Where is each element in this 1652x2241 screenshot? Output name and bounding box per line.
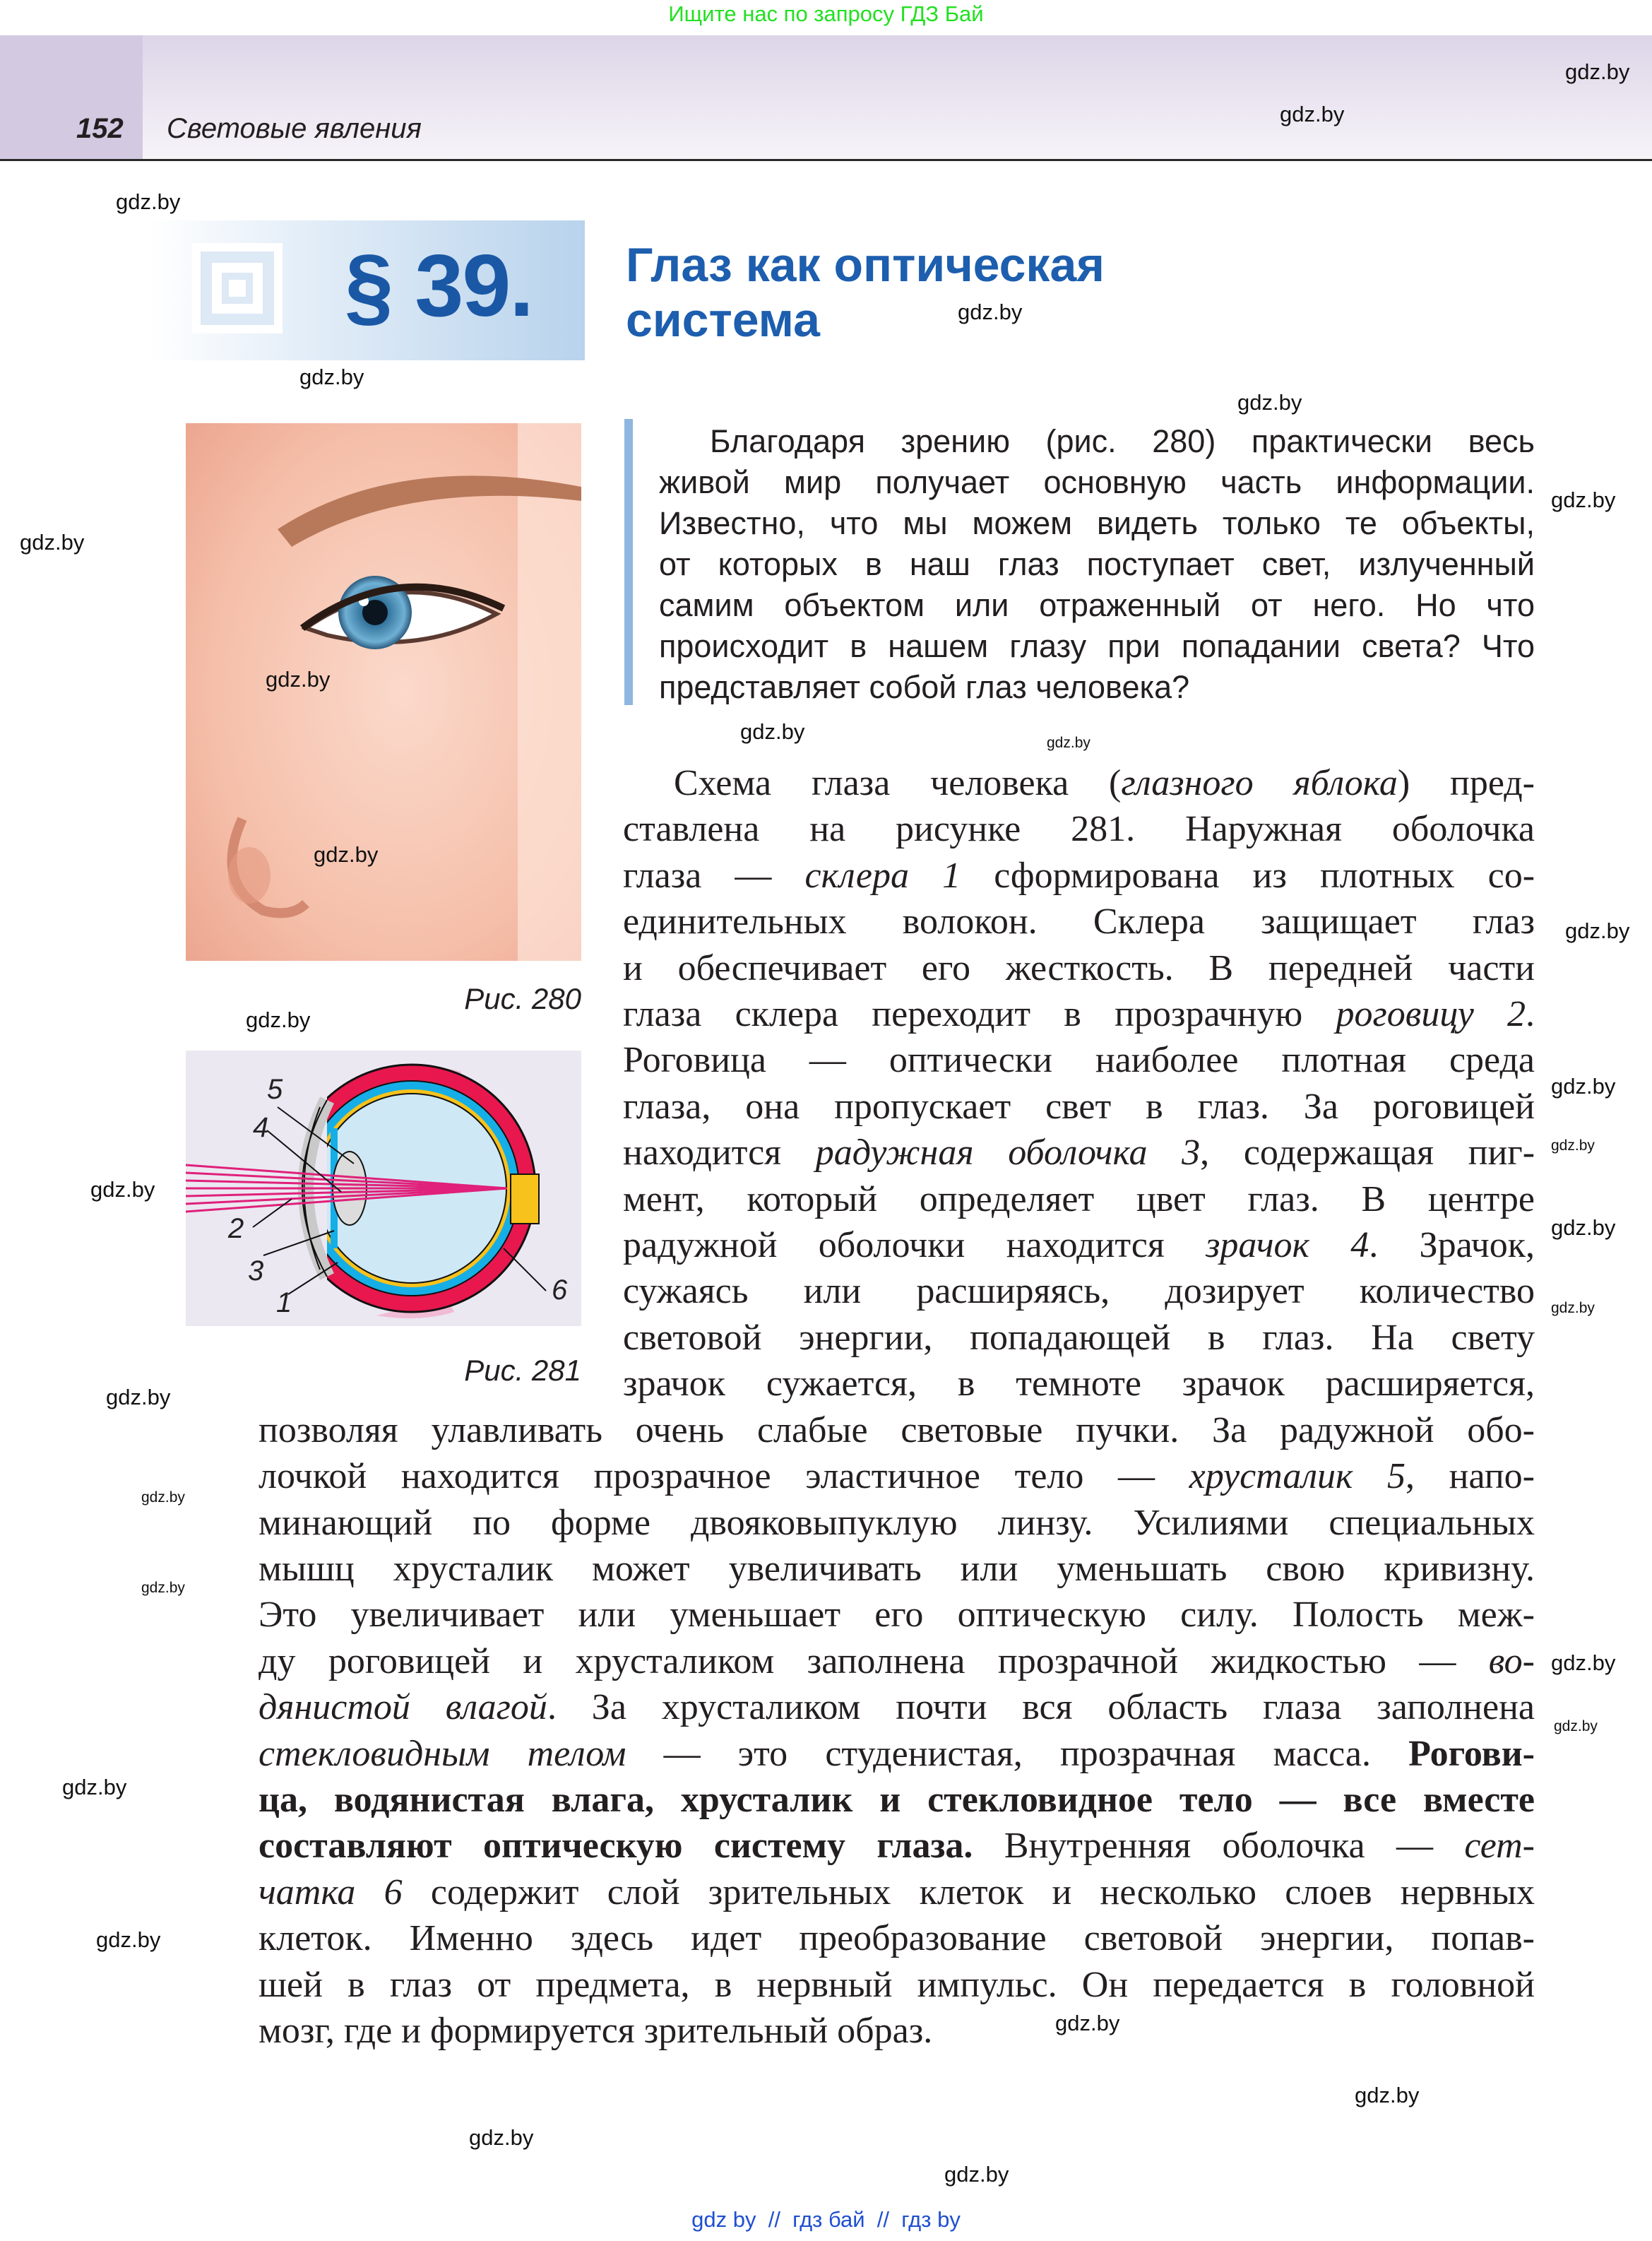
term-italic: во- [1488,1640,1535,1681]
body-text-segment: глаза, она пропускает свет в глаз. За роговицей [623,1086,1535,1127]
body-line [623,1084,1535,1130]
watermark: gdz.by [944,2162,1009,2187]
term-italic: стекловидным телом [259,1733,626,1774]
body-line [623,1268,1535,1314]
watermark: gdz.by [62,1775,127,1799]
intro-line: происходит в нашем глазу при попадании света? Что [659,628,1535,664]
body-line [623,991,1535,1037]
body-text-segment: ду роговицей и хрусталиком заполнена прозрачной жидкостью — [259,1640,1489,1681]
diagram-label-3: 3 [248,1255,264,1287]
body-text-segment: ставлена на рисунке 281. Наружная оболочка [623,809,1535,850]
body-text-segment: содержит слой зрительных клеток и несколько слоев нервных [402,1872,1535,1912]
body-text-segment: , содержащая пиг- [1200,1133,1535,1173]
body-text-segment: позволяя улавливать очень слабые световые пучки. За радужной обо- [259,1409,1535,1450]
chapter-title: Световые явления [167,113,422,144]
body-line [259,1546,1535,1592]
body-text-segment: сформирована из плотных со- [961,855,1535,896]
term-italic: зрачок 4 [1206,1225,1369,1266]
intro-line: самим объектом или отраженный от него. Но что [659,587,1535,623]
body-text-segment: зрачок сужается, в темноте зрачок расширяется, [623,1364,1535,1405]
body-line [623,899,1535,945]
page-number: 152 [76,113,124,144]
body-text-segment: и обеспечивает его жесткость. В передней части [623,947,1535,988]
watermark: gdz.by [1565,918,1630,943]
diagram-label-4: 4 [253,1112,269,1143]
body-line [259,1500,1535,1546]
watermark: gdz.by [266,667,331,692]
watermark: gdz.by [246,1007,311,1032]
body-text-segment: . За хрусталиком почти вся область глаза заполнена [547,1687,1535,1728]
watermark: gdz.by [116,189,181,214]
term-italic: сет- [1464,1826,1535,1867]
body-text-segment: радужной оболочки находится [623,1225,1206,1266]
diagram-label-2: 2 [228,1213,244,1244]
watermark: gdz.by [958,300,1023,324]
diagram-label-6: 6 [552,1275,568,1306]
body-text [0,760,1652,2054]
watermark: gdz.by [141,1489,185,1506]
body-text-segment: находится [623,1133,816,1173]
body-text-segment: глаза — [623,855,805,896]
body-line [623,806,1535,852]
watermark: gdz.by [96,1927,161,1952]
watermark: gdz.by [1355,2083,1420,2107]
term-italic: склера 1 [804,855,961,896]
intro-line: Известно, что мы можем видеть только те объекты, [659,505,1535,541]
term-italic: глазного яблока [1121,763,1398,803]
section-title [626,237,1105,348]
key-statement-bold: составляют оптическую систему глаза. [259,1826,973,1867]
body-line [623,945,1535,991]
watermark: gdz.by [1551,1215,1616,1240]
intro-line: Благодаря зрению (рис. 280) практически весь [710,423,1535,459]
watermark: gdz.by [1280,102,1345,126]
term-italic: хрусталик 5 [1189,1456,1406,1497]
watermark: gdz.by [1551,1300,1595,1316]
body-text-segment: глаза склера переходит в прозрачную [623,994,1336,1035]
intro-accent-bar [624,419,633,705]
term-italic: дянистой влагой [259,1687,547,1728]
search-banner: Ищите нас по запросу ГДЗ Бай [668,1,984,26]
body-line [259,1592,1535,1638]
body-line [623,853,1535,899]
body-line [623,1130,1535,1176]
body-text-segment: Роговица — оптически наиболее плотная среда [623,1040,1535,1081]
section-title-line: система [626,293,820,347]
body-text-segment: — это студенистая, прозрачная масса. [626,1733,1409,1774]
body-line [259,1453,1535,1499]
body-text-segment: Это увеличивает или уменьшает его оптическую силу. Полость меж- [259,1595,1535,1636]
watermark: gdz.by [20,530,85,555]
watermark: gdz.by [1554,1718,1598,1734]
figure-281-caption: Рис. 281 [464,1354,581,1387]
body-text-segment: сужаясь или расширяясь, дозирует количество [623,1271,1535,1312]
watermark: gdz.by [1237,390,1302,415]
body-line [259,1684,1535,1730]
body-line [623,1037,1535,1083]
diagram-label-1: 1 [276,1287,292,1318]
section-number: § 39. [345,237,533,335]
body-line [623,1315,1535,1361]
body-line [259,1823,1535,1869]
diagram-label-5: 5 [267,1074,283,1105]
term-italic: роговицу 2 [1336,994,1526,1035]
body-line [259,1731,1535,1777]
watermark: gdz.by [314,842,379,867]
section-number-box [148,220,585,360]
body-text-segment: единительных волокон. Склера защищает глаз [623,901,1535,942]
body-line [259,1777,1535,1823]
concentric-squares-icon [192,243,283,333]
body-line [259,1638,1535,1684]
intro-paragraph [659,421,1535,708]
body-text-segment: клеток. Именно здесь идет преобразование световой энергии, попав- [259,1918,1535,1959]
body-line [259,2008,1652,2054]
term-italic: чатка 6 [259,1872,403,1912]
section-title-line: Глаз как оптическая [626,238,1105,292]
watermark: gdz.by [1055,2011,1120,2035]
body-text-segment: лочкой находится прозрачное эластичное тело — [259,1456,1189,1497]
body-text-segment: мент, который определяет цвет глаз. В центре [623,1178,1535,1219]
footer-links[interactable]: gdz by // гдз бай // гдз by [691,2207,961,2232]
key-statement-bold: Рогови- [1408,1733,1535,1774]
body-text-segment: мозг, где и формируется зрительный образ. [259,2010,933,2051]
watermark: gdz.by [469,2125,534,2150]
header-divider [0,159,1652,161]
figure-280-caption: Рис. 280 [464,982,581,1015]
key-statement-bold: ца, водянистая влага, хрусталик и стекловидное тело — все вместе [259,1779,1535,1820]
intro-line: от которых в наш глаз поступает свет, излученный [659,546,1535,582]
body-line [259,1869,1535,1915]
body-text-segment: . [1526,994,1535,1035]
watermark: gdz.by [740,719,805,744]
watermark: gdz.by [1551,487,1616,512]
body-line [259,1962,1535,2008]
term-italic: радужная оболочка 3 [815,1133,1201,1173]
watermark: gdz.by [106,1385,171,1409]
body-text-segment: Схема глаза человека ( [674,763,1122,803]
body-text-segment: мышц хрусталик может увеличивать или уменьшать свою кривизну. [259,1548,1535,1589]
body-text-segment: световой энергии, попадающей в глаз. На свету [623,1317,1535,1358]
body-line [259,1915,1535,1961]
body-line [623,1361,1535,1407]
watermark: gdz.by [1551,1137,1595,1154]
watermark: gdz.by [1551,1074,1616,1099]
watermark: gdz.by [299,365,364,389]
body-line [623,760,1535,806]
body-text-segment: Внутренняя оболочка — [973,1826,1465,1867]
watermark: gdz.by [1565,59,1630,84]
body-text-segment: минающий по форме двояковыпуклую линзу. Усилиями специальных [259,1502,1535,1543]
body-text-segment: шей в глаз от предмета, в нервный импульс. Он передается в головной [259,1964,1535,2005]
body-line [623,1176,1535,1222]
body-text-segment: . Зрачок, [1369,1225,1535,1266]
watermark: gdz.by [90,1177,155,1202]
body-text-segment: , напо- [1405,1456,1535,1497]
watermark: gdz.by [141,1580,185,1596]
watermark: gdz.by [1047,735,1091,751]
intro-line: живой мир получает основную часть информации. [659,464,1535,500]
watermark: gdz.by [1551,1650,1616,1675]
body-text-segment: ) пред- [1397,763,1535,803]
body-line [259,1407,1535,1453]
body-line [623,1222,1535,1268]
intro-line: представляет собой глаз человека? [659,669,1190,705]
